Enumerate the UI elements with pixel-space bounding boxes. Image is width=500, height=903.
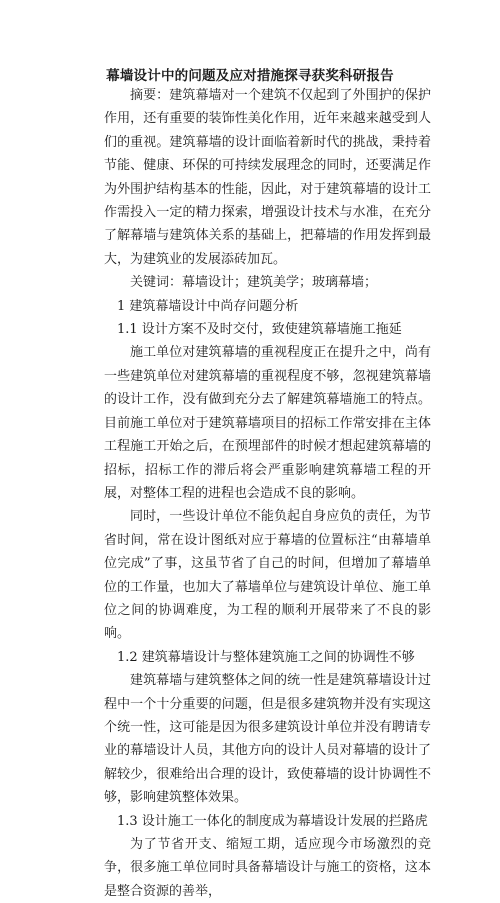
paragraph: 为了节省开支、缩短工期，适应现今市场激烈的竞争，很多施工单位同时具备幕墙设计与施工的资格，这本是整合资源的善举， [104,837,431,899]
section-1-heading: 1 建筑幕墙设计中尚存问题分析 [117,298,299,314]
subsection-1-3-heading: 1.3 设计施工一体化的制度成为幕墙设计发展的拦路虎 [117,813,428,829]
document-body [104,84,431,903]
abstract-text: 建筑幕墙对一个建筑不仅起到了外围护的保护作用，还有重要的装饰性美化作用，近年来越来越受到人们的重视。建筑幕墙的设计面临着新时代的挑战，秉持着节能、健康、环保的可持续发展理念的同时，还要满足作为外围护结构基本的性能，因此，对于建筑幕墙的设计工作需投入一定的精力探索，增强设计技术与水准，在充分了解幕墙与建筑体关系的基础上，把幕墙的作用发挥到最大，为建筑业的发展添砖加瓦。 [104,88,431,267]
subsection-1-1-heading: 1.1 设计方案不及时交付，致使建筑幕墙施工拖延 [117,322,402,338]
abstract-paragraph [104,84,431,271]
document-title: 幕墙设计中的问题及应对措施探寻获奖科研报告 [106,68,394,84]
paragraph: 施工单位对建筑幕墙的重视程度正在提升之中，尚有一些建筑单位对建筑幕墙的重视程度不够，忽视建筑幕墙的设计工作，没有做到充分去了解建筑幕墙施工的特点。目前施工单位对于建筑幕墙项目的招标工作常安排在主体工程施工开始之后，在预埋部件的时候才想起建筑幕墙的招标，招标工作的滞后将会严重影响建筑幕墙工程的开展，对整体工程的进程也会造成不良的影响。 [104,345,431,501]
abstract-label: 摘要： [130,88,170,103]
keywords-line: 关键词：幕墙设计；建筑美学；玻璃幕墙； [130,275,378,291]
paragraph: 同时，一些设计单位不能负起自身应负的责任，为节省时间，常在设计图纸对应于幕墙的位置标注“由幕墙单位完成”了事，这虽节省了自己的时间，但增加了幕墙单位的工作量，也加大了幕墙单位与建筑设计单位、施工单位之间的协调难度，为工程的顺利开展带来了不良的影响。 [104,509,431,642]
subsection-1-2-heading: 1.2 建筑幕墙设计与整体建筑施工之间的协调性不够 [117,649,415,665]
paragraph: 建筑幕墙与建筑整体之间的统一性是建筑幕墙设计过程中一个十分重要的问题，但是很多建筑物并没有实现这个统一性，这可能是因为很多建筑设计单位并没有聘请专业的幕墙设计人员，其他方向的设计人员对幕墙的设计了解较少，很难给出合理的设计，致使幕墙的设计协调性不够，影响建筑整体效果。 [104,673,431,806]
